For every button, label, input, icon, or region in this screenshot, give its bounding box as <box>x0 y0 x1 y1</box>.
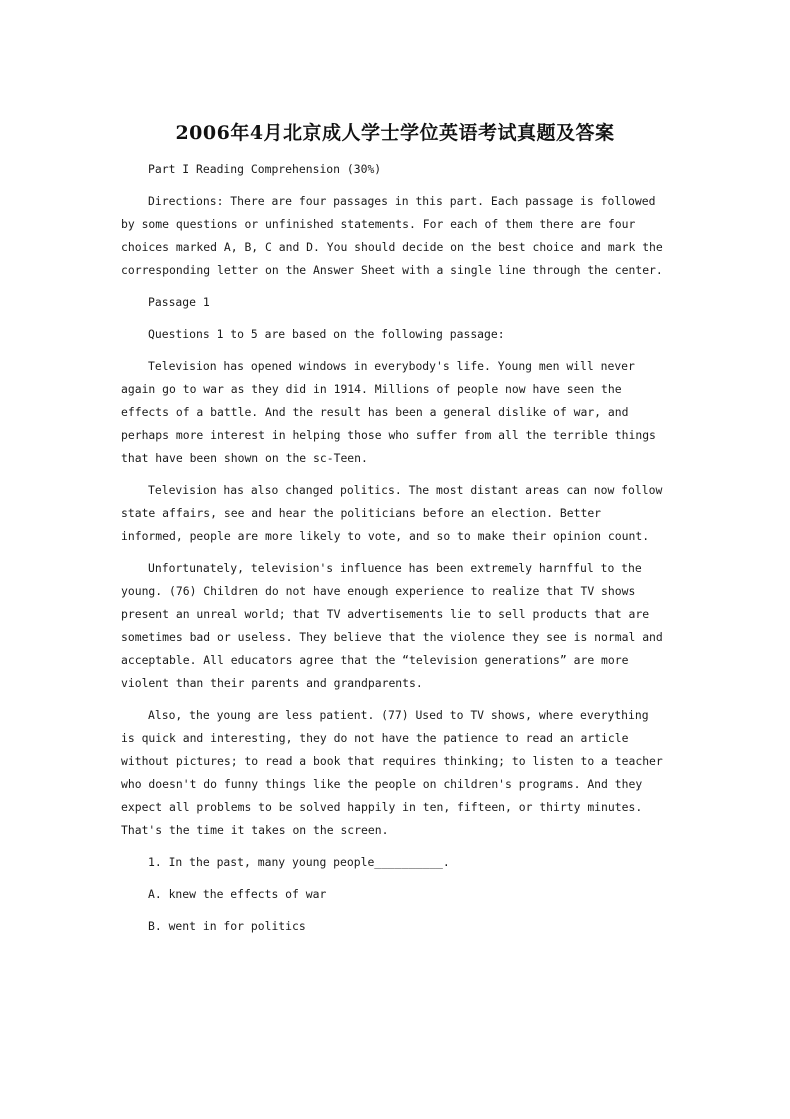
document-title: 2006年4月北京成人学士学位英语考试真题及答案 <box>175 122 615 144</box>
passage-paragraph-1: Television has opened windows in everybody's life. Young men will never again go to war as they did in 1914. Millions of people now have seen the effects of a battle. And the result has been a general dislike of war, and perhaps more interest in helping those who suffer from all the terrible things that have been shown on the sc-Teen. <box>121 359 656 465</box>
part-heading: Part I Reading Comprehension (30%) <box>148 162 382 176</box>
passage-paragraph-2: Television has also changed politics. The most distant areas can now follow state affairs, see and hear the politicians before an election. Better informed, people are more likely to vote, and so to make their opinion count. <box>121 483 663 543</box>
passage-paragraph-4: Also, the young are less patient. (77) Used to TV shows, where everything is quick and interesting, they do not have the patience to read an article without pictures; to read a book that requires thinking; to listen to a teacher who doesn't do funny things like the people on children's programs. And they expect all problems to be solved happily in ten, fifteen, or thirty minutes. That's the time it takes on the screen. <box>121 708 663 837</box>
option-b: B. went in for politics <box>148 919 306 933</box>
directions-paragraph: Directions: There are four passages in this part. Each passage is followed by some questions or unfinished statements. For each of them there are four choices marked A, B, C and D. You should decide on the best choice and mark the corresponding letter on the Answer Sheet with a single line through the center. <box>121 194 663 277</box>
passage-label: Passage 1 <box>148 295 210 309</box>
question-1: 1. In the past, many young people__________. <box>148 855 450 869</box>
passage-paragraph-3: Unfortunately, television's influence has been extremely harnfful to the young. (76) Children do not have enough experience to realize that TV shows present an unreal world; that TV advertisements lie to sell products that are sometimes bad or useless. They believe that the violence they see is normal and acceptable. All educators agree that the “television generations” are more violent than their parents and grandparents. <box>121 561 663 690</box>
document-body <box>121 158 666 947</box>
questions-intro: Questions 1 to 5 are based on the following passage: <box>148 327 505 341</box>
option-a: A. knew the effects of war <box>148 887 327 901</box>
